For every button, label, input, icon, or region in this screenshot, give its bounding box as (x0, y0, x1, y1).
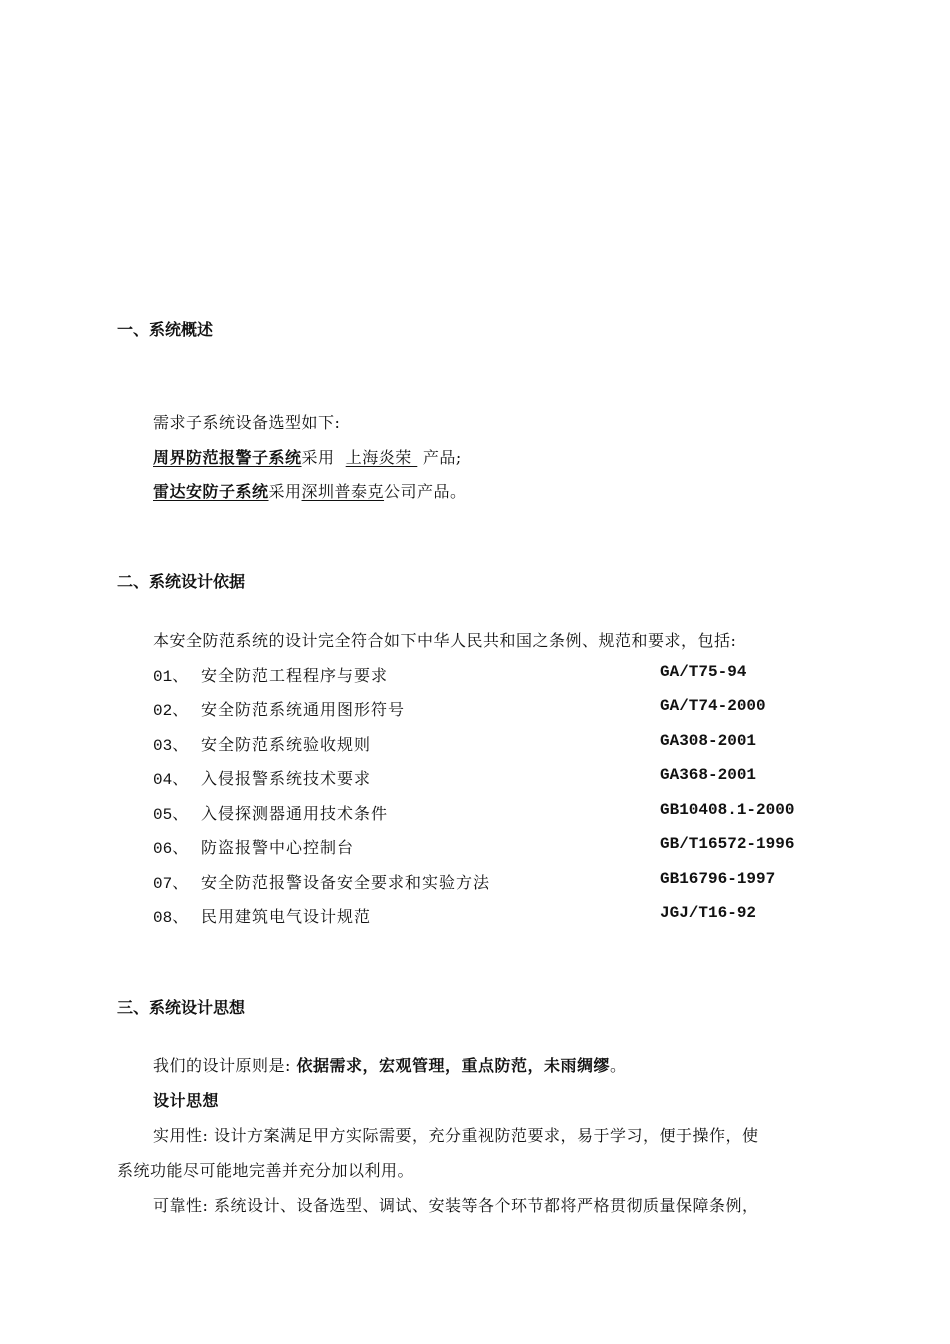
overview-line-perimeter: 周界防范报警子系统采用 上海炎荣 产品; (153, 448, 462, 467)
overview-line-radar: 雷达安防子系统采用深圳普泰克公司产品。 (153, 482, 467, 501)
radar-system-name: 雷达安防子系统 (153, 482, 269, 501)
standard-title: 安全防范工程程序与要求 (201, 666, 389, 685)
standard-row (153, 870, 803, 892)
standard-title: 民用建筑电气设计规范 (201, 907, 372, 926)
section-heading-basis: 二、系统设计依据 (117, 572, 246, 591)
design-reliable-line1: 可靠性: 系统设计、设备选型、调试、安装等各个环节都将严格贯彻质量保障条例， (153, 1196, 759, 1215)
standard-number: 08、 (153, 909, 189, 927)
standard-title: 安全防范报警设备安全要求和实验方法 (201, 873, 491, 892)
design-principle-emphasis: 依据需求，宏观管理，重点防范，未雨绸缪 (296, 1056, 610, 1075)
standard-row (153, 766, 803, 788)
standard-title: 防盗报警中心控制台 (201, 838, 355, 857)
design-practical-line2: 系统功能尽可能地完善并充分加以利用。 (117, 1161, 415, 1180)
standard-number: 01、 (153, 668, 189, 686)
standard-code: GB16796-1997 (660, 870, 776, 888)
standard-title: 安全防范系统验收规则 (201, 735, 372, 754)
standard-code: GA/T75-94 (660, 663, 747, 681)
overview-intro: 需求子系统设备选型如下: (153, 413, 341, 432)
design-subheading: 设计思想 (153, 1091, 220, 1110)
standard-number: 04、 (153, 771, 189, 789)
section-heading-overview: 一、系统概述 (117, 320, 214, 339)
standard-code: GA368-2001 (660, 766, 757, 784)
standard-row (153, 801, 803, 823)
standard-row (153, 663, 803, 685)
standard-title: 安全防范系统通用图形符号 (201, 700, 406, 719)
perimeter-system-name: 周界防范报警子系统 (153, 448, 302, 467)
standard-code: GA308-2001 (660, 732, 757, 750)
basis-intro: 本安全防范系统的设计完全符合如下中华人民共和国之条例、规范和要求，包括: (153, 631, 737, 650)
standard-number: 06、 (153, 840, 189, 858)
radar-vendor: 深圳普泰克 (301, 482, 385, 501)
standard-title: 入侵探测器通用技术条件 (201, 804, 389, 823)
design-principle: 我们的设计原则是: 依据需求，宏观管理，重点防范，未雨绸缪。 (153, 1056, 627, 1075)
section-heading-design: 三、系统设计思想 (117, 998, 246, 1017)
standard-code: GB/T16572-1996 (660, 835, 795, 853)
design-practical-line1: 实用性: 设计方案满足甲方实际需要，充分重视防范要求，易于学习，便于操作，使 (153, 1126, 759, 1145)
standard-title: 入侵报警系统技术要求 (201, 769, 372, 788)
standard-number: 03、 (153, 737, 189, 755)
standard-number: 07、 (153, 875, 189, 893)
perimeter-vendor: 上海炎荣 (345, 448, 418, 467)
standard-code: JGJ/T16-92 (660, 904, 757, 922)
standard-code: GA/T74-2000 (660, 697, 766, 715)
standard-number: 02、 (153, 702, 189, 720)
standard-row (153, 835, 803, 857)
standard-row (153, 904, 803, 926)
standard-code: GB10408.1-2000 (660, 801, 795, 819)
standard-row (153, 697, 803, 719)
standard-row (153, 732, 803, 754)
standard-number: 05、 (153, 806, 189, 824)
